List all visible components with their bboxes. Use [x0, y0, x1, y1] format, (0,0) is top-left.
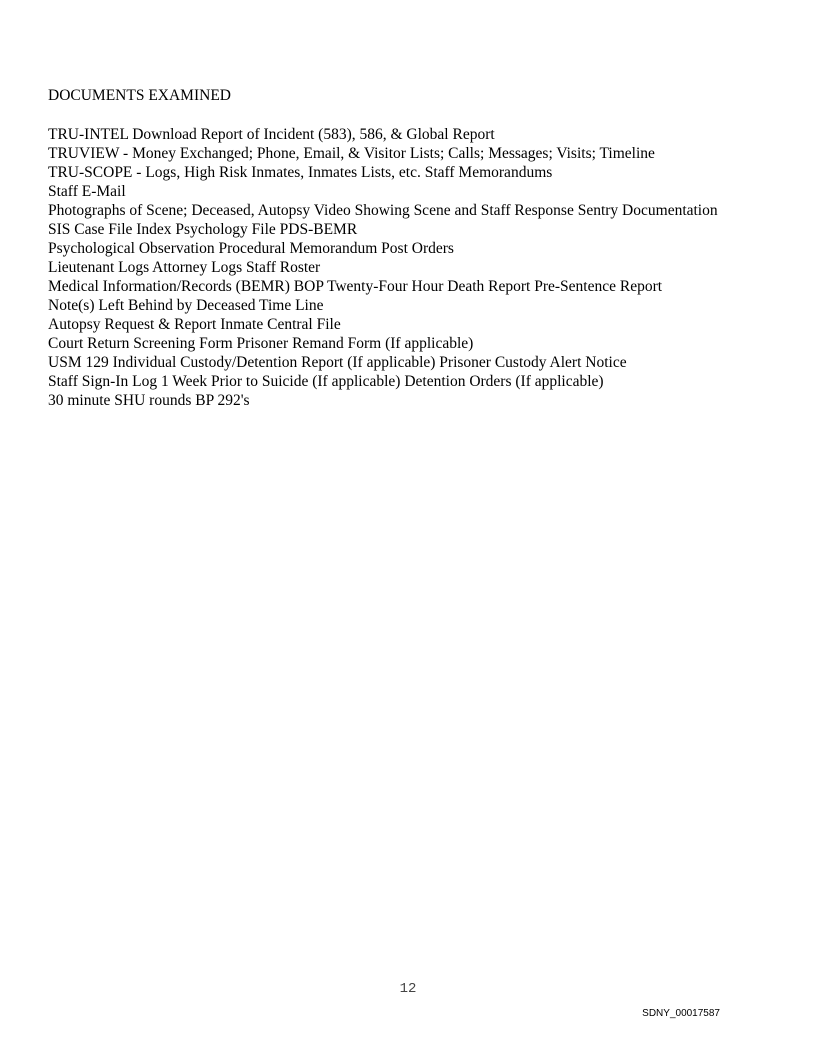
- list-item: USM 129 Individual Custody/Detention Report (If applicable) Prisoner Custody Alert Notice: [48, 354, 627, 371]
- list-item: Photographs of Scene; Deceased, Autopsy Video Showing Scene and Staff Response Sentry Documentation: [48, 202, 718, 219]
- list-item: Staff Sign-In Log 1 Week Prior to Suicide (If applicable) Detention Orders (If applicable): [48, 373, 604, 390]
- page-number: 12: [399, 981, 417, 997]
- list-item: SIS Case File Index Psychology File PDS-BEMR: [48, 221, 358, 238]
- list-item: 30 minute SHU rounds BP 292's: [48, 392, 250, 409]
- documents-list: [48, 125, 718, 410]
- list-item: Psychological Observation Procedural Memorandum Post Orders: [48, 240, 454, 257]
- list-item: Note(s) Left Behind by Deceased Time Line: [48, 297, 324, 314]
- list-item: TRUVIEW - Money Exchanged; Phone, Email, & Visitor Lists; Calls; Messages; Visits; Timeline: [48, 145, 655, 162]
- bates-number: SDNY_00017587: [642, 1008, 720, 1019]
- section-heading: DOCUMENTS EXAMINED: [48, 87, 231, 104]
- list-item: Staff E-Mail: [48, 183, 126, 200]
- list-item: TRU-INTEL Download Report of Incident (583), 586, & Global Report: [48, 126, 495, 143]
- list-item: Court Return Screening Form Prisoner Remand Form (If applicable): [48, 335, 474, 352]
- list-item: Medical Information/Records (BEMR) BOP Twenty-Four Hour Death Report Pre-Sentence Report: [48, 278, 663, 295]
- list-item: Autopsy Request & Report Inmate Central File: [48, 316, 341, 333]
- list-item: TRU-SCOPE - Logs, High Risk Inmates, Inmates Lists, etc. Staff Memorandums: [48, 164, 553, 181]
- list-item: Lieutenant Logs Attorney Logs Staff Roster: [48, 259, 321, 276]
